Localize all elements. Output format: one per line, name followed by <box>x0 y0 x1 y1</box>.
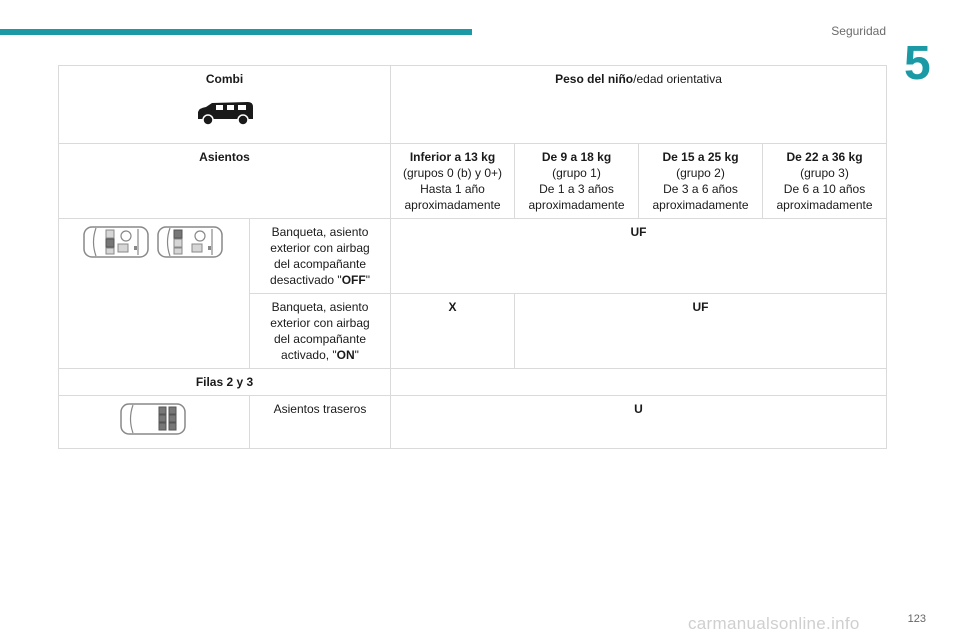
group-cell <box>515 144 639 219</box>
airbag-status: OFF <box>341 273 366 287</box>
group-approx: aproximadamente <box>404 198 501 212</box>
desc-text: " <box>365 273 370 287</box>
desc-line <box>254 272 386 288</box>
group-line: (grupo 2) <box>676 166 725 180</box>
group-approx: aproximadamente <box>776 198 873 212</box>
child-seat-table <box>58 65 887 449</box>
desc-line: del acompañante <box>273 257 367 271</box>
group-cell <box>763 144 887 219</box>
table-row <box>59 369 887 396</box>
airbag-status: ON <box>336 348 355 362</box>
rear-seat-image-cell <box>59 396 250 449</box>
group-approx: aproximadamente <box>528 198 625 212</box>
header-accent-bar <box>0 29 472 35</box>
group-line: (grupo 3) <box>800 166 849 180</box>
group-approx: aproximadamente <box>652 198 749 212</box>
desc-line: exterior con airbag <box>270 316 370 330</box>
desc-line: Banqueta, asiento <box>271 225 369 239</box>
seat-description: Asientos traseros <box>250 396 391 449</box>
suitability-value: UF <box>515 294 887 369</box>
desc-text: " <box>354 348 359 362</box>
seat-description <box>250 294 391 369</box>
desc-text: activado, " <box>281 348 337 362</box>
table-row <box>59 396 887 449</box>
desc-line <box>254 347 386 363</box>
group-age: De 6 a 10 años <box>783 182 866 196</box>
group-line: (grupos 0 (b) y 0+) <box>402 166 503 180</box>
suitability-value: UF <box>391 219 887 294</box>
weight-header-cell <box>391 66 887 144</box>
group-age: De 3 a 6 años <box>663 182 738 196</box>
empty-cell <box>391 369 887 396</box>
front-seat-image-cell <box>59 219 250 369</box>
seat-description <box>250 219 391 294</box>
table-row <box>59 219 887 294</box>
seats-label: Asientos <box>59 144 391 219</box>
watermark: carmanualsonline.info <box>688 614 860 633</box>
rows-label: Filas 2 y 3 <box>59 369 391 396</box>
vehicle-cell <box>59 66 391 144</box>
group-age: Hasta 1 año <box>420 182 485 196</box>
desc-line: del acompañante <box>273 332 367 346</box>
group-cell <box>639 144 763 219</box>
desc-text: desactivado " <box>270 273 342 287</box>
car-top-view-icon <box>156 224 226 260</box>
group-weight: De 22 a 36 kg <box>786 150 863 164</box>
desc-line: exterior con airbag <box>270 241 370 255</box>
car-top-view-icon <box>82 224 152 260</box>
group-cell <box>391 144 515 219</box>
table-row <box>59 66 887 144</box>
group-weight: Inferior a 13 kg <box>409 150 496 164</box>
vehicle-label: Combi <box>205 72 244 86</box>
section-title: Seguridad <box>831 24 886 38</box>
weight-title: Peso del niño <box>555 72 634 86</box>
car-top-view-icon <box>119 401 189 437</box>
page-number: 123 <box>907 613 926 625</box>
group-age: De 1 a 3 años <box>539 182 614 196</box>
table-row <box>59 144 887 219</box>
van-icon <box>194 99 256 127</box>
group-line: (grupo 1) <box>552 166 601 180</box>
desc-line: Banqueta, asiento <box>271 300 369 314</box>
group-weight: De 9 a 18 kg <box>541 150 612 164</box>
chapter-number: 5 <box>904 37 931 90</box>
suitability-value: X <box>391 294 515 369</box>
suitability-value: U <box>391 396 887 449</box>
group-weight: De 15 a 25 kg <box>662 150 739 164</box>
weight-title-rest: /edad orientativa <box>633 72 722 86</box>
